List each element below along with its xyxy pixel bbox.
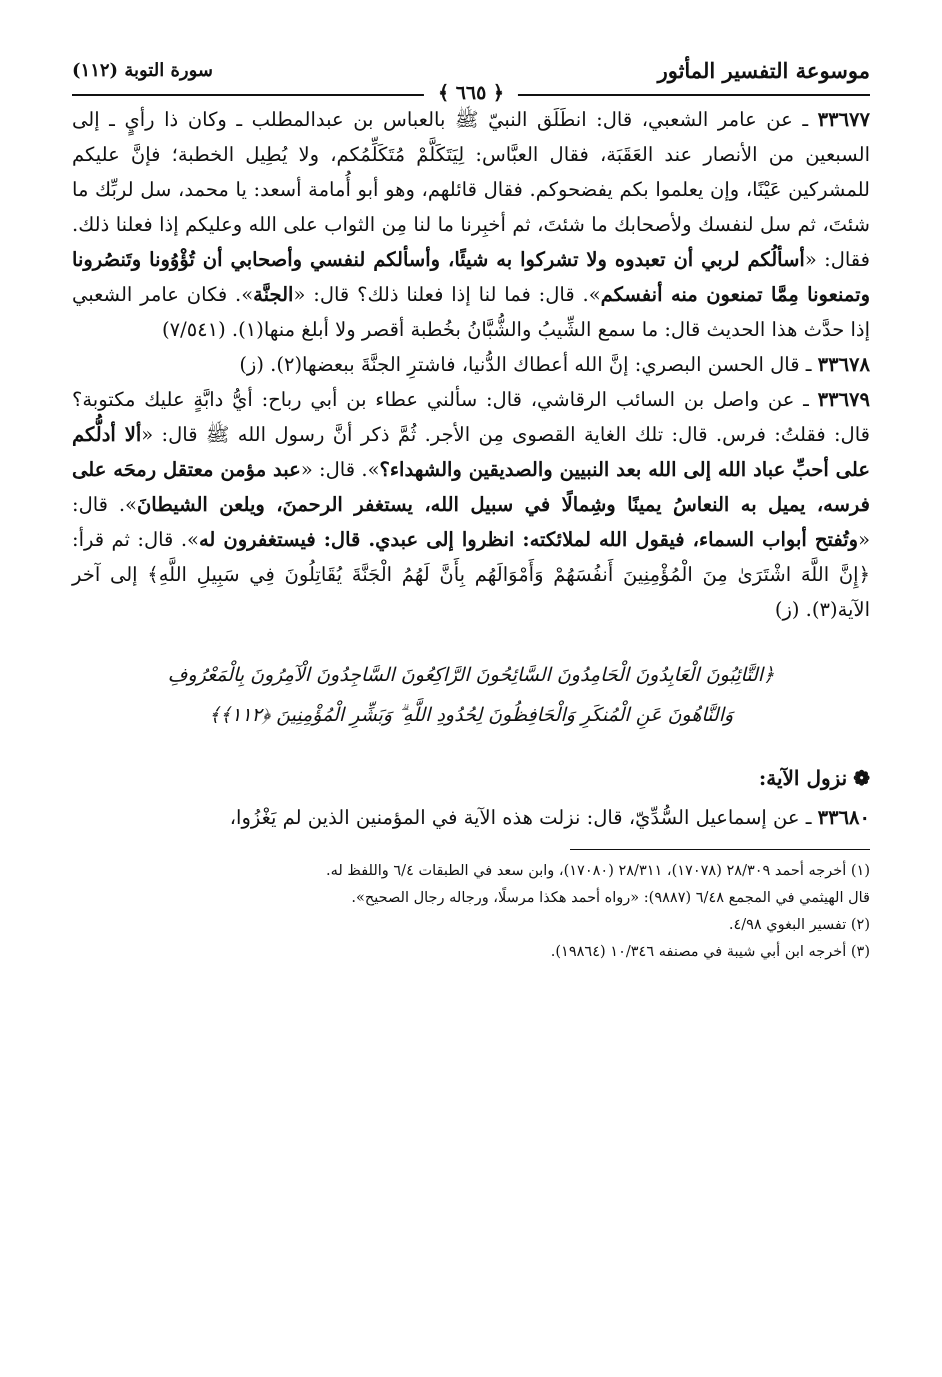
entry-text: ». فكان عامر الشعبي إذا حدَّث هذا الحديث قال: ما سمع الشِّيبُ والشُّبَّانُ بخُطبة أقصر ولا أبلغ منها(١). (٧/٥٤١) (72, 283, 870, 341)
verse-line-1: ﴿التَّائِبُونَ الْعَابِدُونَ الْحَامِدُونَ السَّائِحُونَ الرَّاكِعُونَ السَّاجِدُونَ الْآمِرُونَ بِالْمَعْرُوفِ (167, 664, 775, 686)
entry-number: ٣٣٦٨٠ (817, 806, 870, 829)
entry-33677 (72, 102, 870, 347)
footnote: (٢) تفسير البغوي ٤/٩٨. (728, 917, 870, 933)
entry-text: ـ عن إسماعيل السُّدِّيّ، قال: نزلت هذه الآية في المؤمنين الذين لم يَغْزُوا، (229, 806, 818, 829)
flower-ornament-icon: ❁ (853, 766, 870, 790)
hadith-quote-bold: أسألُكم لربي أن تعبدوه ولا تشركوا به شيئًا، وأسألكم لنفسي وأصحابي أن تُؤْوُونا وتَنصُرونا وتمنعونا مِمَّا تمنعون منه أنفسكم (72, 248, 870, 306)
entry-33679 (72, 382, 870, 627)
entry-number: ٣٣٦٧٩ (817, 388, 870, 411)
entry-text: ـ قال الحسن البصري: إنَّ الله أعطاك الدُّنيا، فاشترِ الجنَّةَ ببعضها(٢). (ز) (239, 353, 818, 376)
footnote: (٣) أخرجه ابن أبي شيبة في مصنفه ١٠/٣٤٦ (١٩٨٦٤). (550, 944, 870, 960)
entry-text: ». قال: فما لنا إذا فعلنا ذلك؟ قال: « (293, 283, 601, 306)
entry-text: ». قال: « (300, 458, 380, 481)
hadith-quote-bold: ألا أدلُّكم على أحبِّ عباد الله إلى الله بعد النبيين والصديقين والشهداء؟ (72, 423, 870, 481)
entry-text: ـ عن عامر الشعبي، قال: انطَلَق النبيّ ﷺ بالعباس بن عبدالمطلب ـ وكان ذا رأيٍ ـ إلى السبعين من الأنصار عند العَقَبَة، فقال العبَّاس: لِيَتَكَلَّمْ مُتَكَلِّمُكم، ولا يُطِيل الخطبة؛ فإنَّ عليكم للمشركين عَيْنًا، وإن يعلموا بكم يفضحوكم. فقال قائلهم، وهو أبو أُمامة أسعد: يا محمد، سل لربِّك ما شئتَ، ثم سل لنفسك ولأصحابك ما شئتَ، ثم أخبِرنا ما لنا مِن الثواب على الله وعليكم إذا فعلنا ذلك. فقال: « (72, 108, 870, 271)
hadith-quote-bold: وتُفتح أبواب السماء، فيقول الله لملائكته: انظروا إلى عبدي. قال: فيستغفرون له (198, 528, 859, 551)
footnotes (72, 858, 870, 966)
page-number: ﴿ ٦٦٥ ﴾ (424, 82, 518, 104)
hadith-quote-bold: الجنَّة (253, 283, 294, 306)
section-title: نزول الآية: (758, 766, 848, 790)
page-header (72, 58, 870, 102)
surah-label: سورة التوبة (١١٢) (72, 60, 213, 81)
entry-33678 (72, 347, 870, 382)
footnote-separator (570, 849, 870, 850)
entry-number: ٣٣٦٧٨ (817, 353, 870, 376)
entry-text: ». قال: ثم قرأ: ﴿إِنَّ اللَّهَ اشْتَرَىٰ مِنَ الْمُؤْمِنِينَ أَنفُسَهُمْ وَأَمْوَالَهُم بِأَنَّ لَهُمُ الْجَنَّةَ يُقَاتِلُونَ فِي سَبِيلِ اللَّهِ﴾ إلى آخر الآية(٣). (ز) (72, 528, 870, 621)
book-title: موسوعة التفسير المأثور (657, 58, 870, 83)
entry-33680 (72, 800, 870, 835)
main-text (72, 102, 870, 835)
entry-text: ». قال: « (72, 493, 870, 551)
entry-number: ٣٣٦٧٧ (817, 108, 870, 131)
entry-text: ـ عن واصل بن السائب الرقاشي، قال: سألني عطاء بن أبي رباح: أيُّ دابَّةٍ عليك مكتوبة؟ قال: فقلتُ: فرس. قال: تلك الغاية القصوى مِن الأجر. ثُمَّ ذكر أنَّ رسول الله ﷺ قال: « (72, 388, 870, 446)
footnote: قال الهيثمي في المجمع ٦/٤٨ (٩٨٨٧): «رواه أحمد هكذا مرسلًا، ورجاله رجال الصحيح». (351, 890, 870, 906)
verse-line-2: وَالنَّاهُونَ عَنِ الْمُنكَرِ وَالْحَافِظُونَ لِحُدُودِ اللَّهِ ۗ وَبَشِّرِ الْمُؤْمِنِينَ ﴿١١٢﴾﴾ (208, 704, 734, 726)
hadith-quote-bold: عبد مؤمن معتقل رمحَه على فرسه، يميل به النعاسُ يمينًا وشِمالًا في سبيل الله، يستغفر الرحمنَ، ويلعن الشيطانَ (72, 458, 870, 516)
section-heading (72, 761, 870, 796)
footnote: (١) أخرجه أحمد ٢٨/٣٠٩ (١٧٠٧٨)، ٢٨/٣١١ (١٧٠٨٠)، وابن سعد في الطبقات ٦/٤ واللفظ له. (326, 863, 870, 879)
quran-verse-112 (72, 655, 870, 735)
